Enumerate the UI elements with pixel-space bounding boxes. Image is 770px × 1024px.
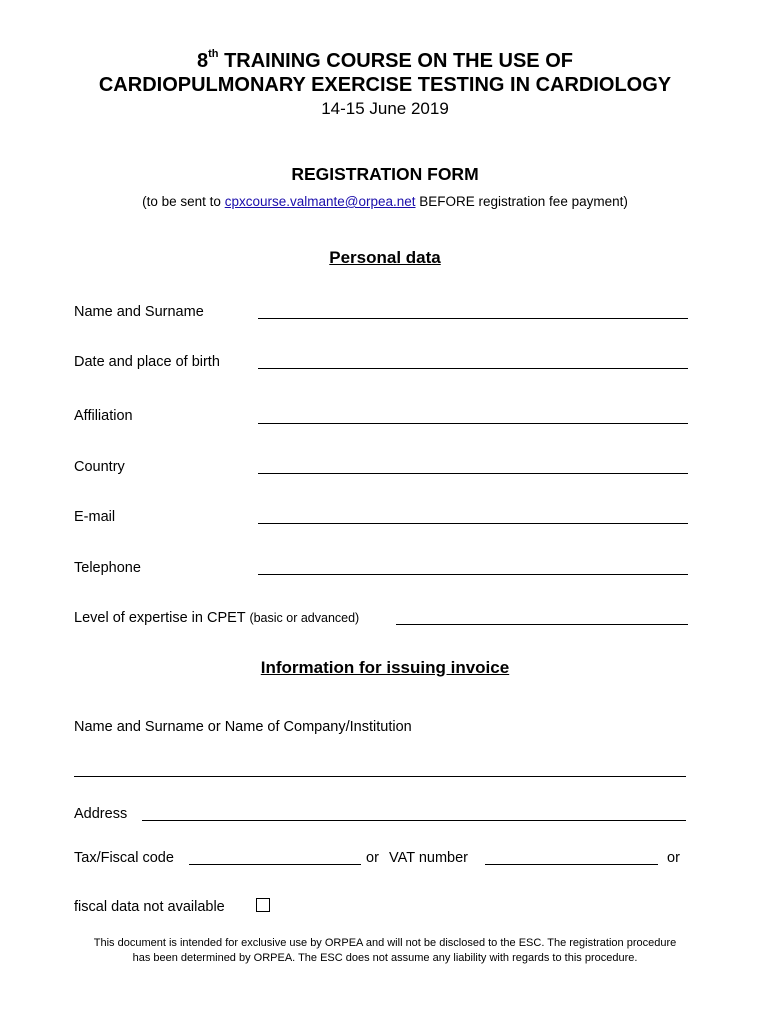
personal-data-heading: Personal data — [329, 248, 441, 267]
affiliation-field[interactable] — [258, 423, 688, 424]
course-title-line2: CARDIOPULMONARY EXERCISE TESTING IN CARDIOLOGY — [98, 74, 672, 96]
or-label-1: or — [366, 850, 379, 866]
telephone-field[interactable] — [258, 574, 688, 575]
birth-label: Date and place of birth — [74, 354, 220, 370]
company-name-label: Name and Surname or Name of Company/Institution — [74, 719, 412, 735]
title-ordinal-suffix: th — [208, 48, 219, 60]
disclaimer — [0, 936, 770, 966]
expertise-field[interactable] — [396, 624, 688, 625]
email-field[interactable] — [258, 523, 688, 524]
title-ordinal: 8 — [197, 50, 209, 72]
country-field[interactable] — [258, 473, 688, 474]
company-name-field[interactable] — [74, 776, 686, 777]
title-line1-text: TRAINING COURSE ON THE USE OF — [218, 50, 573, 72]
email-label: E-mail — [74, 509, 116, 525]
instruction-suffix: BEFORE registration fee payment) — [415, 194, 628, 209]
tax-code-field[interactable] — [189, 864, 361, 865]
fiscal-na-checkbox[interactable] — [256, 898, 270, 912]
disclaimer-line1: This document is intended for exclusive use by ORPEA and will not be disclosed to the ESC. The registration procedure — [93, 937, 677, 949]
address-label: Address — [74, 806, 128, 822]
disclaimer-line2: has been determined by ORPEA. The ESC does not assume any liability with regards to this procedure. — [132, 952, 638, 964]
or-label-2: or — [667, 850, 680, 866]
invoice-heading: Information for issuing invoice — [260, 658, 510, 677]
course-dates: 14-15 June 2019 — [321, 99, 449, 118]
affiliation-label: Affiliation — [74, 408, 133, 424]
name-surname-field[interactable] — [258, 318, 688, 319]
course-title-line1 — [0, 50, 770, 73]
expertise-label — [74, 610, 359, 626]
form-title: REGISTRATION FORM — [291, 164, 479, 184]
name-surname-label: Name and Surname — [74, 304, 204, 320]
email-link[interactable]: cpxcourse.valmante@orpea.net — [224, 194, 416, 209]
instruction-prefix: (to be sent to — [142, 194, 225, 209]
birth-field[interactable] — [258, 368, 688, 369]
tax-code-label: Tax/Fiscal code — [74, 850, 174, 866]
country-label: Country — [74, 459, 125, 475]
vat-label: VAT number — [389, 850, 468, 866]
form-instruction — [0, 194, 770, 209]
telephone-label: Telephone — [74, 560, 141, 576]
expertise-label-text: Level of expertise in CPET — [74, 610, 246, 626]
expertise-note: (basic or advanced) — [249, 611, 360, 625]
address-field[interactable] — [142, 820, 686, 821]
vat-field[interactable] — [485, 864, 658, 865]
fiscal-na-label: fiscal data not available — [74, 899, 225, 915]
